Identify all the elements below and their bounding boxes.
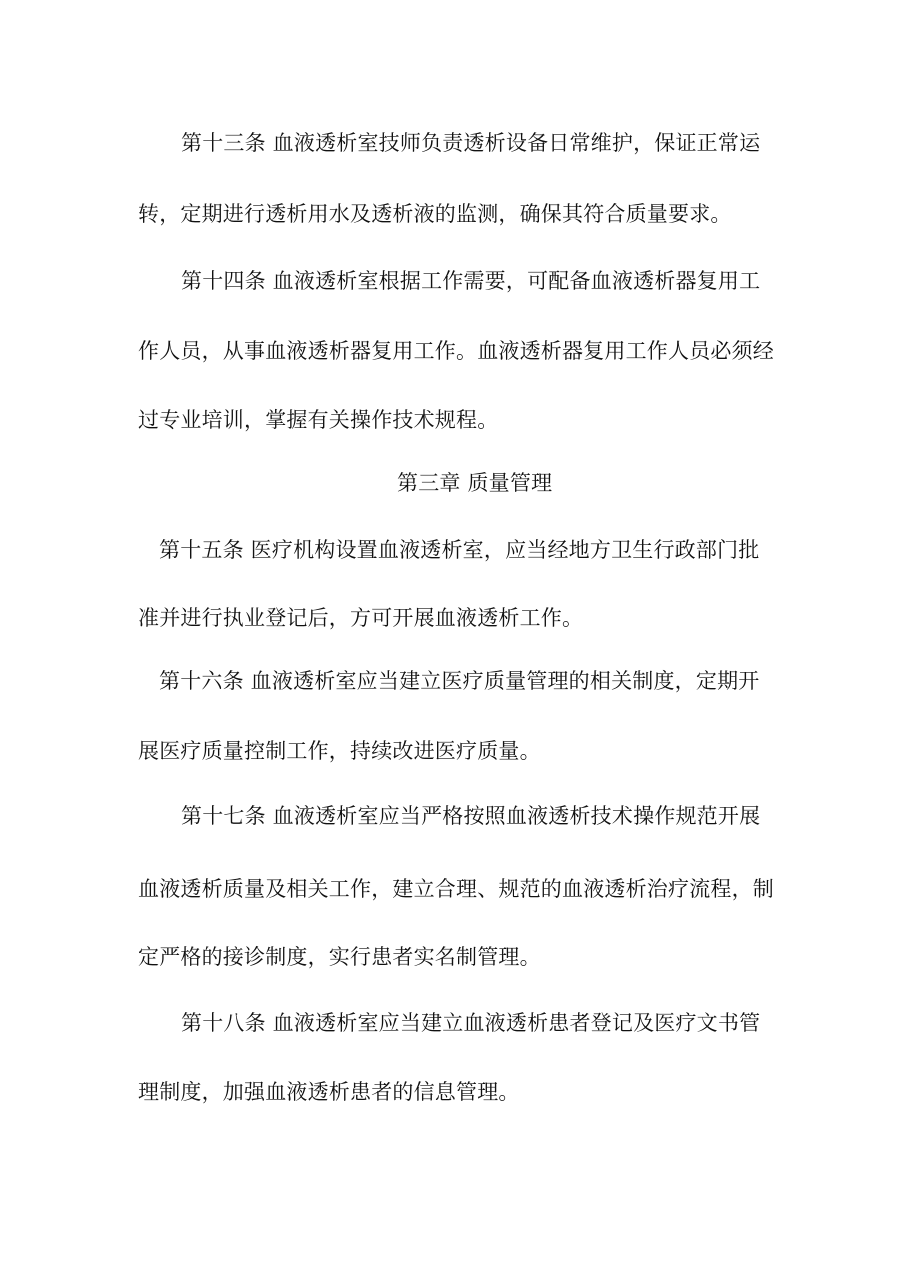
article-16-line-2: 展医疗质量控制工作，持续改进医疗质量。 <box>138 739 541 763</box>
article-14-line-1: 第十四条 血液透析室根据工作需要，可配备血液透析器复用工 <box>181 269 761 293</box>
article-15-line-2: 准并进行执业登记后，方可开展血液透析工作。 <box>138 606 584 630</box>
article-18-line-2: 理制度，加强血液透析患者的信息管理。 <box>138 1080 520 1104</box>
article-17-line-3: 定严格的接诊制度，实行患者实名制管理。 <box>138 945 541 969</box>
article-13-line-2: 转，定期进行透析用水及透析液的监测，确保其符合质量要求。 <box>138 202 732 226</box>
article-14-line-2: 作人员，从事血液透析器复用工作。血液透析器复用工作人员必须经 <box>138 339 774 363</box>
article-18-line-1: 第十八条 血液透析室应当建立血液透析患者登记及医疗文书管 <box>181 1011 761 1035</box>
article-16-line-1: 第十六条 血液透析室应当建立医疗质量管理的相关制度，定期开 <box>159 669 760 693</box>
article-15-line-1: 第十五条 医疗机构设置血液透析室，应当经地方卫生行政部门批 <box>159 538 760 562</box>
article-17-line-1: 第十七条 血液透析室应当严格按照血液透析技术操作规范开展 <box>181 804 761 828</box>
article-14-line-3: 过专业培训，掌握有关操作技术规程。 <box>138 408 499 432</box>
article-13-line-1: 第十三条 血液透析室技师负责透析设备日常维护，保证正常运 <box>181 131 761 155</box>
article-17-line-2: 血液透析质量及相关工作，建立合理、规范的血液透析治疗流程，制 <box>138 877 774 901</box>
chapter-heading: 第三章 质量管理 <box>397 471 553 495</box>
